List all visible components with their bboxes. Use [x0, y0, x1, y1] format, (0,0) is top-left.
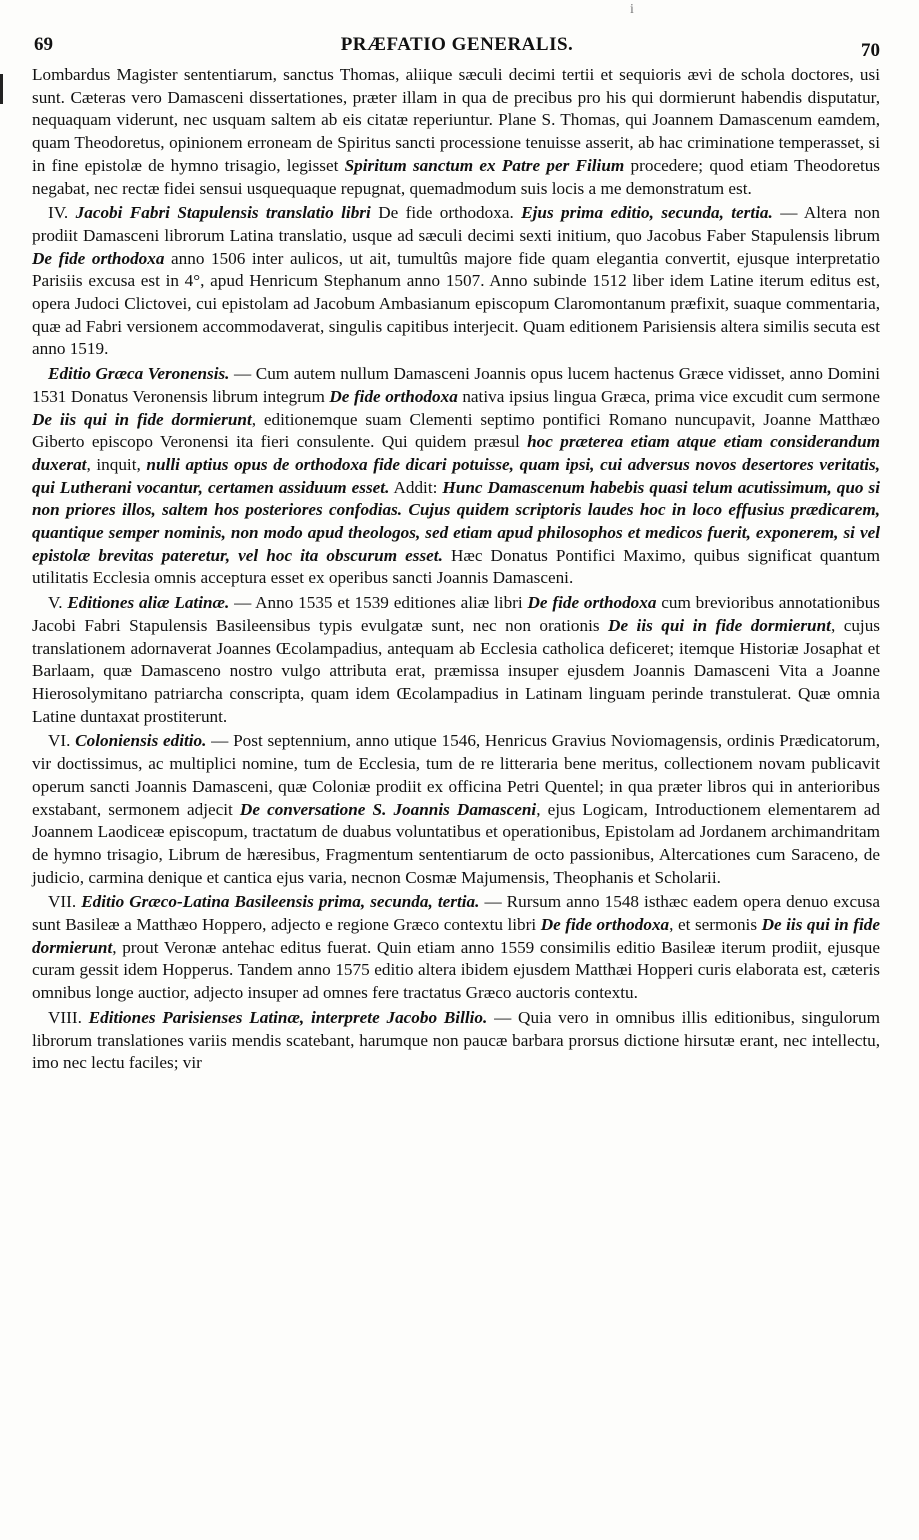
text-run: IV. — [48, 203, 76, 223]
text-run: V. — [48, 593, 68, 613]
running-title: PRÆFATIO GENERALIS. — [340, 34, 574, 55]
section-heading: Ejus prima editio, secunda, tertia. — [521, 203, 773, 223]
text-run: , et sermonis — [669, 915, 762, 935]
section-heading: Jacobi Fabri Stapulensis translatio libri — [75, 203, 371, 223]
text-run: Addit: — [389, 477, 443, 497]
italic-text: De fide orthodoxa — [329, 386, 458, 406]
margin-mark: i — [630, 2, 634, 17]
text-run: , editionemque suam Clementi septimo pontifici Romano nuncupavit, Joanne Matthæo Giberto episcopo Veronensi ita fieri consulente. Qui quidem præsul — [32, 409, 880, 452]
text-run: , cujus translationem adornaverat Joannes Œcolampadius, antequam ab Ecclesia catholica deficeret; itemque Historiæ Josaphat et Barlaam, quæ Damasceno nostro vulgo attributa erat, præmissa insuper ejusdem Joannis Damasceni Vita a Joanne Hierosolymitano patriarcha conscripta, quam idem Œcolampadius in Latinam linguam perinde transtulerat. Quæ omnia Latine duntaxat prostiterunt. — [32, 615, 880, 726]
italic-text: De iis qui in fide dormierunt — [608, 615, 831, 635]
text-run: — Quia vero in omnibus illis editionibus, singulorum librorum translationes variis mendis scatebant, harumque non paucæ barbara prorsus dictione hirsutæ erant, nec intellectu, imo nec lectu faciles; vir — [32, 1007, 880, 1073]
text-run: — Post septennium, anno utique 1546, Henricus Gravius Noviomagensis, ordinis Prædicatorum, vir doctissimus, ac multiplici nomine, tum de Ecclesia, tum de re litteraria bene meritus, collectionem novam publicavit operum sancti Joannis Damasceni, quæ Coloniæ prodiit ex officina Petri Quentel; in qua præter libros qui in anterioribus exstabant, sermonem adjecit — [32, 731, 881, 819]
text-run: — Rursum anno 1548 isthæc eadem opera denuo excusa sunt Basileæ a Matthæo Hoppero, adjecto e regione Græco contextu libri — [32, 892, 880, 935]
italic-text: Spiritum sanctum ex Patre per Filium — [344, 155, 625, 175]
text-run: — Cum autem nullum Damasceni Joannis opus lucem hactenus Græce vidisset, anno Domini 1531 Donatus Veronensis librum integrum — [32, 364, 880, 406]
text-run: — Altera non prodiit Damasceni librorum Latina translatio, usque ad sæculi decimi sexti initium, quo Jacobus Faber Stapulensis librum — [32, 203, 880, 245]
page-number-right: 70 — [861, 40, 880, 61]
paragraph — [32, 1007, 880, 1075]
italic-text: De conversatione S. Joannis Damasceni — [239, 799, 537, 819]
text-run: procedere; quod etiam Theodoretus negabat, nec rectæ fidei sensui usquequaque repugnat, quemadmodum suis locis a me demonstratum est. — [32, 155, 880, 198]
margin-rule — [0, 74, 3, 104]
text-run: VII. — [48, 892, 82, 912]
paragraph — [32, 730, 880, 889]
text-run: nativa ipsius lingua Græca, prima vice excudit cum sermone — [457, 386, 880, 406]
text-run: , ejus Logicam, Introductionem elementarem ad Joannem Laodiceæ episcopum, tractatum de duabus voluntatibus et operationibus, Epistolam ad Jordanem archimandritam de hymno trisagio, Librum de hæresibus, Fragmentum sententiarum de octo passionibus, Altercationes cum Saraceno, de judicio, carmina denique et cantica ejus varia, necnon Cosmæ Majumensis, Theophanis et Scholarii. — [32, 799, 880, 887]
text-run: cum brevioribus annotationibus Jacobi Fabri Stapulensis Basileensibus typis evulgatæ sunt, nec non orationis — [32, 593, 880, 635]
paragraph — [32, 363, 880, 590]
text-run: VIII. — [48, 1007, 89, 1027]
italic-text: De iis qui in fide dormierunt — [32, 915, 881, 957]
paragraph — [32, 64, 880, 200]
italic-text: hoc præterea etiam atque etiam considerandum duxerat — [32, 432, 881, 474]
section-heading: Editiones aliæ Latinæ. — [67, 593, 230, 613]
page-number-left: 69 — [34, 34, 53, 55]
text-run: Hæc Donatus Pontifici Maximo, quibus significat quantum utilitatis Ecclesia omnis acceptura esset ex operibus sancti Joannis Damasceni. — [32, 545, 880, 588]
italic-text: De fide orthodoxa — [540, 915, 670, 935]
section-heading: Editio Græco-Latina Basileensis prima, secunda, tertia. — [81, 892, 480, 912]
paragraph — [32, 891, 880, 1005]
italic-text: nulli aptius opus de orthodoxa fide dicari potuisse, quam ipsi, cui adversus novos desertores veritatis, qui Lutherani vocantur, certamen assiduum esset. — [32, 454, 880, 497]
section-heading: Editio Græca Veronensis. — [48, 364, 230, 384]
italic-text: De iis qui in fide dormierunt — [32, 409, 252, 429]
text-run: anno 1506 inter aulicos, ut ait, tumultûs majore fide quam elegantia convertit, ejusque interpretatio Parisiis excusa est in 4°, apud Henricum Stephanum anno 1507. Anno subinde 1512 liber idem Latine iterum editus est, opera Judoci Clictovei, cui epistolam ad Jacobum Ambasianum episcopum Claromontanum præfixit, suaque commentaria, quæ ad Fabri versionem accommodaverat, singulis capitibus interjecit. Quam editionem Parisiensis altera similis secuta est anno 1519. — [32, 248, 880, 359]
text-run: — Anno 1535 et 1539 editiones aliæ libri — [229, 593, 528, 613]
body-text — [32, 64, 880, 1075]
text-run: , inquit, — [86, 454, 147, 474]
italic-text: De fide orthodoxa — [527, 593, 657, 613]
text-run: Lombardus Magister sententiarum, sanctus Thomas, aliique sæculi decimi tertii et sequioris ævi de schola doctores, usi sunt. Cæteras vero Damasceni dissertationes, præter illam in qua de precibus pro his qui dormierunt habendis disputatur, nequaquam viderunt, nec usquam saltem ab eis citatæ reperiuntur. Plane S. Thomas, qui Joannem Damascenum eamdem, quam Theodoretus, opinionem erroneam de Spiritus sancti processione tenuisse asserit, ab hac criminatione temperasset, si in fine epistolæ de hymno trisagio, legisset — [32, 65, 880, 175]
paragraph — [32, 202, 880, 361]
paragraph — [32, 592, 880, 728]
text-run: , prout Veronæ antehac editus fuerat. Quin etiam anno 1559 consimilis editio Basileæ iterum prodiit, ejusque curam gessit idem Hopperus. Tandem anno 1575 editio altera ibidem ejusdem Matthæi Hopperi curis elaborata est, cæteris omnibus longe auctior, adjecto insuper ad omnes fere tractatus Græco auctoris contextu. — [32, 937, 880, 1003]
section-heading: Coloniensis editio. — [75, 731, 207, 751]
text-run: VI. — [48, 731, 76, 751]
section-heading: Editiones Parisienses Latinæ, interprete Jacobo Billio. — [88, 1007, 488, 1027]
italic-text: Hunc Damascenum habebis quasi telum acutissimum, quo si non priores illos, saltem hos posteriores confodias. Cujus quidem scriptoris laudes hoc in loco effusius prædicarem, quantique semper nominis, non modo apud theologos, sed etiam apud philosophos et medicos fuerit, exponerem, si vel epistolæ brevitas pateretur, vel hoc ita obscurum esset. — [32, 477, 880, 565]
text-run: De fide orthodoxa. — [370, 203, 522, 223]
running-header — [34, 28, 880, 64]
italic-text: De fide orthodoxa — [32, 248, 165, 268]
